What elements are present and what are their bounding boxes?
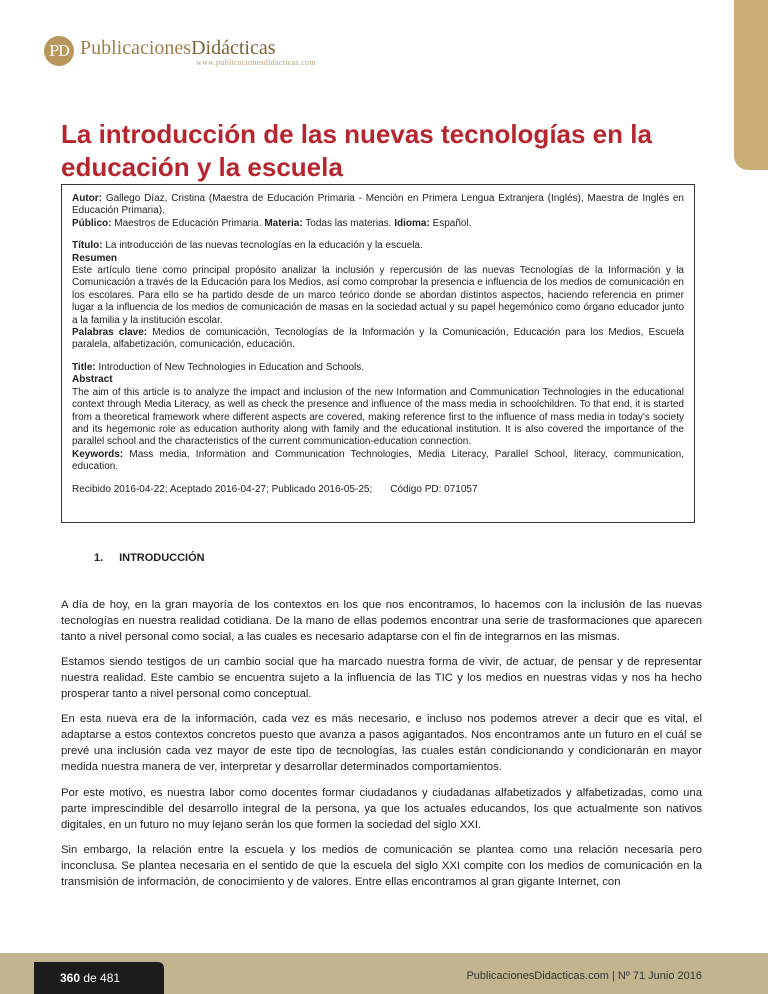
logo-wordmark: PublicacionesDidácticas (80, 37, 276, 59)
corner-tab (734, 0, 768, 170)
author-line: Autor: Gallego Díaz, Cristina (Maestra de Educación Primaria - Mención en Primera Lengua Extranjera (Inglés), Maestra de Inglés en Educación Primaria). (72, 193, 684, 217)
abstract-heading: Abstract (72, 374, 113, 386)
section-heading (94, 552, 205, 564)
logo-url: www.publicacionesdidacticas.com (196, 58, 316, 67)
article-title: La introducción de las nuevas tecnologías en la educación y la escuela (61, 119, 652, 182)
section-title: INTRODUCCIÓN (119, 552, 205, 564)
spanish-title-line: Título: La introducción de las nuevas tecnologías en la educación y la escuela. (72, 240, 423, 252)
page-counter: 360 de 481 (34, 962, 164, 994)
abstract-text: The aim of this article is to analyze the impact and inclusion of the new Information and Communication Technologies in the educational context through Media Literacy, as well as check the presence and influence of the mass media in schoolchildren. To that end, it is started from a theoretical framework where different aspects are covered, making reference first to the influence of mass media in today's society and its hegemonic role as education authority along with family and the educational institution. It is also covered the importance of the parallel school and the characteristics of the current communication-education connection. (72, 386, 684, 448)
paragraph: Por este motivo, es nuestra labor como docentes formar ciudadanos y ciudadanas alfabetizados y alfabetizadas, como una parte imprescindible del desarrollo integral de la persona, ya que los actuales educandos, los que actualmente son nativos digitales, en un futuro no muy lejano serán los que formen la sociedad del siglo XXI. (61, 787, 702, 831)
paragraph: Estamos siendo testigos de un cambio social que ha marcado nuestra forma de vivir, de actuar, de pensar y de representar nuestra realidad. Este cambio se encuentra sujeto a la influencia de las TIC y los medios en nuestras vidas y nos ha hecho prosperar tanto a nivel personal como conceptual. (61, 656, 702, 700)
dates-line (72, 484, 684, 496)
paragraph: En esta nueva era de la información, cada vez es más necesario, e incluso nos podemos atrever a decir que es vital, el adaptarse a estos contextos concretos puesto que avanza a pasos agigantados. Nos encontramos ante un futuro en el cuál se prevé una inclusión cada vez mayor de este tipo de tecnologías, las cuales están condicionando y condicionarán en mayor medida nuestra manera de ver, interpretar y desarrollar determinados comportamientos. (61, 713, 702, 773)
english-title-line: Title: Introduction of New Technologies in Education and Schools. (72, 361, 365, 373)
audience-line: Público: Maestros de Educación Primaria. Materia: Todas las materias. Idioma: Español. (72, 217, 472, 229)
publication-dates: Recibido 2016-04-22; Aceptado 2016-04-27; Publicado 2016-05-25; (72, 483, 373, 495)
resumen-text: Este artículo tiene como principal propósito analizar la inclusión y repercusión de las nuevas Tecnologías de la Información y la Comunicación a través de la Educación para los Medios, así como comprobar la presencia e influencia de los medios de comunicación en los escolares. Para ello se ha partido desde de un marco teórico donde se abordan distintos aspectos, haciendo referencia en primer lugar a la influencia de los medios de comunicación de masas en la sociedad actual y su papel hegemónico como órgano educador junto a la familia y la institución escolar. (72, 265, 684, 326)
paragraph: A día de hoy, en la gran mayoría de los contextos en los que nos encontramos, lo hacemos con la inclusión de las nuevas tecnologías en nuestra realidad cotidiana. De la mano de ellas podemos encontrar una serie de trasformaciones que aparecen tanto a nivel personal como social, a las cuales es necesario adaptarse con el fin de integrarnos en las mismas. (61, 599, 702, 643)
pd-code: Código PD: 071057 (390, 483, 478, 495)
palabras-clave-line: Palabras clave: Medios de comunicación, Tecnologías de la Información y la Comunicación, Educación para los Medios, Escuela paralela, alfabetización, comunicación, educación. (72, 327, 685, 351)
paragraph: Sin embargo, la relación entre la escuela y los medios de comunicación se plantea como una relación necesaria pero inconclusa. Se plantea necesaria en el sentido de que la escuela del siglo XXI compite con los medios de comunicación en la transmisión de información, de conocimiento y de valores. Entre ellas encontramos al gran gigante Internet, con (61, 844, 702, 888)
abstract-box (61, 184, 695, 523)
keywords-line: Keywords: Mass media, Information and Communication Technologies, Media Literacy, Parallel School, literacy, communication, education. (72, 448, 684, 473)
section-number: 1. (94, 552, 104, 564)
footer-publication-info: PublicacionesDidacticas.com | Nº 71 Junio 2016 (466, 970, 702, 982)
logo-mark-icon: PD (44, 36, 74, 66)
resumen-heading: Resumen (72, 252, 118, 264)
